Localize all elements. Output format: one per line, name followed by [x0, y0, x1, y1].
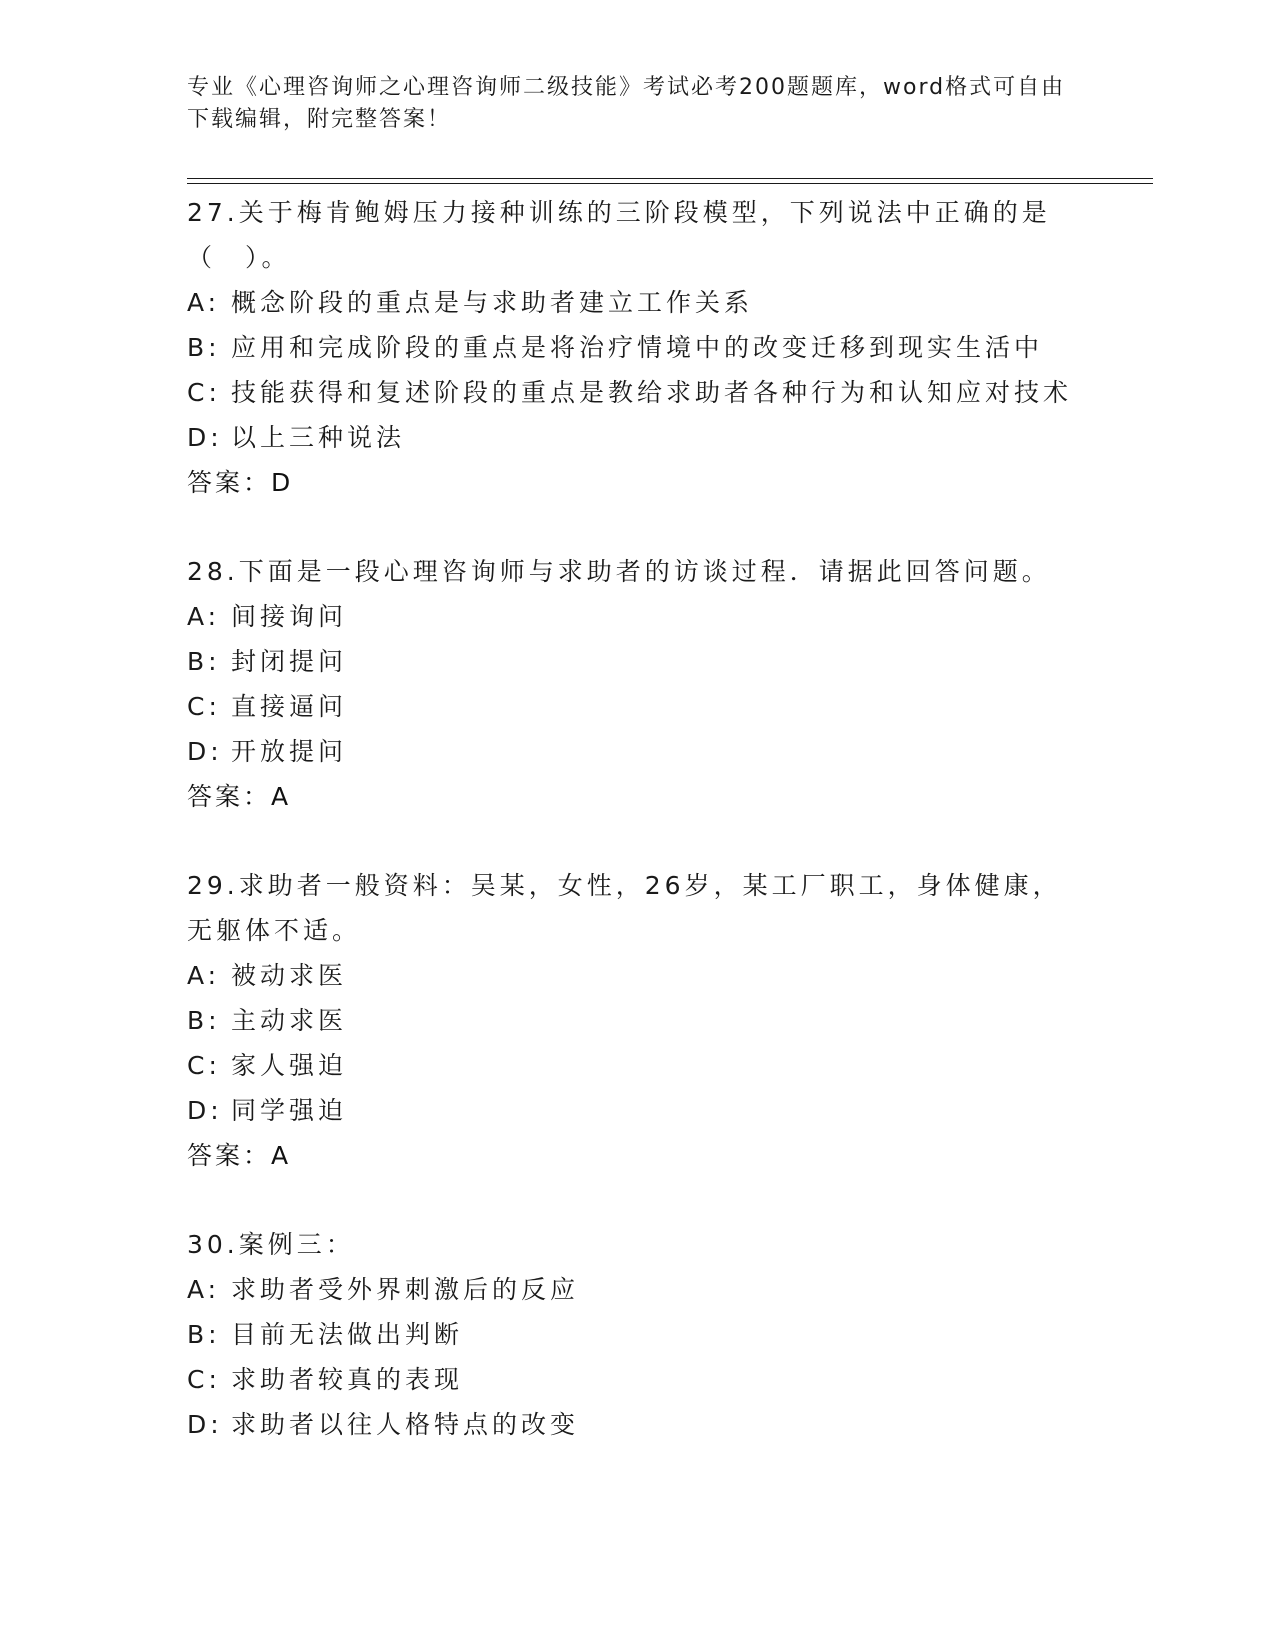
option-text: 以上三种说法: [231, 423, 406, 452]
option-text: 主动求医: [231, 1006, 348, 1035]
option-text: 家人强迫: [231, 1051, 348, 1080]
question-stem: 28.下面是一段心理咨询师与求助者的访谈过程．请据此回答问题。: [187, 557, 1051, 586]
option-b: [187, 998, 1087, 1043]
question-30: [187, 1222, 1087, 1447]
option-letter: B:: [187, 1320, 221, 1349]
option-d: [187, 1088, 1087, 1133]
option-text: 求助者受外界刺激后的反应: [231, 1275, 580, 1304]
option-c: [187, 1043, 1087, 1088]
option-a: [187, 953, 1087, 998]
option-c: [187, 370, 1087, 415]
option-letter: B:: [187, 1006, 221, 1035]
option-letter: A:: [187, 288, 221, 317]
option-c: [187, 684, 1087, 729]
option-d: [187, 415, 1087, 460]
option-b: [187, 639, 1087, 684]
answer-label: 答案：: [187, 468, 272, 497]
option-text: 直接逼问: [231, 692, 348, 721]
question-stem: 27.关于梅肯鲍姆压力接种训练的三阶段模型，下列说法中正确的是（ ）。: [187, 198, 1051, 272]
question-list: [187, 190, 1087, 1491]
option-text: 开放提问: [231, 737, 348, 766]
answer-value: D: [271, 468, 294, 497]
question-29: [187, 863, 1087, 1178]
option-letter: D:: [187, 1096, 223, 1125]
option-text: 间接询问: [231, 602, 348, 631]
question-28: [187, 549, 1087, 819]
option-b: [187, 325, 1087, 370]
option-letter: B:: [187, 647, 221, 676]
option-letter: D:: [187, 737, 223, 766]
option-b: [187, 1312, 1087, 1357]
option-letter: A:: [187, 602, 221, 631]
option-a: [187, 280, 1087, 325]
option-letter: D:: [187, 423, 223, 452]
answer-label: 答案：: [187, 782, 272, 811]
option-letter: C:: [187, 692, 221, 721]
option-text: 技能获得和复述阶段的重点是教给求助者各种行为和认知应对技术: [231, 378, 1073, 407]
option-text: 封闭提问: [231, 647, 348, 676]
answer-line: [187, 460, 1087, 505]
option-text: 概念阶段的重点是与求助者建立工作关系: [231, 288, 754, 317]
answer-label: 答案：: [187, 1141, 272, 1170]
question-27: [187, 190, 1087, 505]
option-c: [187, 1357, 1087, 1402]
option-a: [187, 594, 1087, 639]
answer-value: A: [271, 782, 292, 811]
option-letter: A:: [187, 1275, 221, 1304]
option-a: [187, 1267, 1087, 1312]
option-letter: D:: [187, 1410, 223, 1439]
option-letter: A:: [187, 961, 221, 990]
option-letter: B:: [187, 333, 221, 362]
answer-line: [187, 1133, 1087, 1178]
option-text: 被动求医: [231, 961, 348, 990]
answer-value: A: [271, 1141, 292, 1170]
option-letter: C:: [187, 1051, 221, 1080]
header-divider-bottom: [187, 183, 1153, 184]
option-text: 目前无法做出判断: [231, 1320, 464, 1349]
option-text: 同学强迫: [231, 1096, 348, 1125]
option-text: 应用和完成阶段的重点是将治疗情境中的改变迁移到现实生活中: [231, 333, 1044, 362]
answer-line: [187, 774, 1087, 819]
option-text: 求助者较真的表现: [231, 1365, 464, 1394]
option-d: [187, 1402, 1087, 1447]
question-stem: 29.求助者一般资料：吴某，女性，26岁，某工厂职工，身体健康，无躯体不适。: [187, 871, 1062, 945]
option-letter: C:: [187, 378, 221, 407]
header-divider-top: [187, 178, 1153, 179]
option-text: 求助者以往人格特点的改变: [231, 1410, 580, 1439]
option-d: [187, 729, 1087, 774]
question-stem: 30.案例三：: [187, 1230, 355, 1259]
option-letter: C:: [187, 1365, 221, 1394]
document-header: 专业《心理咨询师之心理咨询师二级技能》考试必考200题题库，word格式可自由下载编辑，附完整答案！: [187, 75, 1066, 132]
